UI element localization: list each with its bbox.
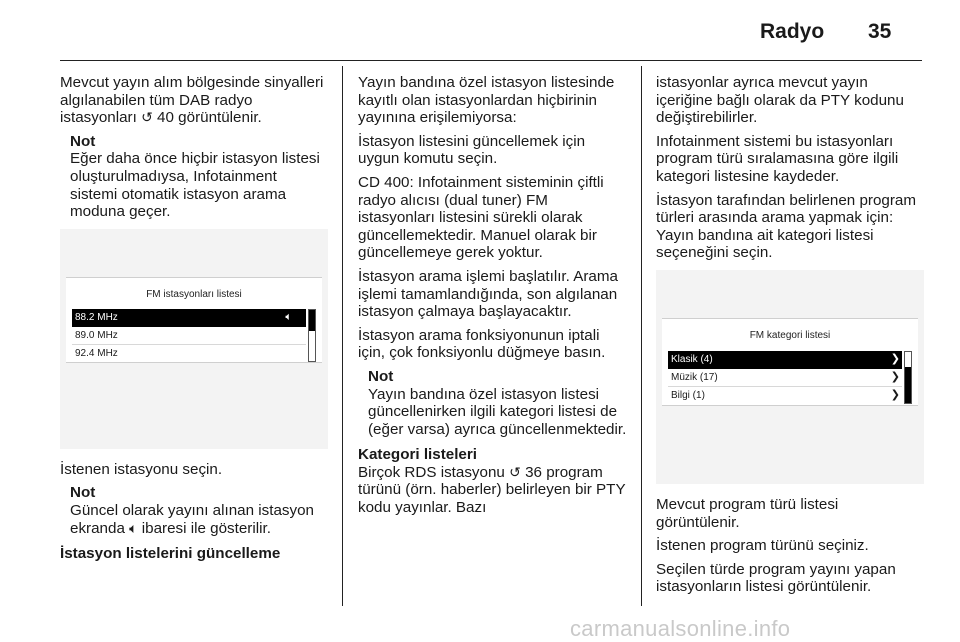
- note-title: Not: [70, 484, 96, 502]
- paragraph: istasyonlar ayrıca mevcut yayın içeriğine bağlı olarak da PTY kodunu değiştirebilirler.: [656, 74, 904, 127]
- paragraph: CD 400: Infotainment sisteminin çiftli radyo alıcısı (dual tuner) FM istasyonları listesini sürekli olarak güncellemektedir. Manuel olarak bir güncellemeye gerek yoktur.: [358, 173, 604, 262]
- scrollbar[interactable]: [308, 309, 316, 362]
- page-header-title: Radyo: [760, 20, 825, 43]
- paragraph: İstenen istasyonu seçin.: [60, 460, 223, 478]
- chevron-right-icon: ❯: [890, 370, 900, 383]
- note-title: Not: [368, 367, 394, 385]
- paragraph: Infotainment sistemi bu istasyonları program türü sıralamasına göre ilgili kategori listesine kaydeder.: [656, 132, 899, 185]
- section-heading: İstasyon listelerini güncelleme: [60, 545, 281, 563]
- watermark: carmanualsonline.info: [570, 616, 791, 641]
- list-item[interactable]: 92.4 MHz: [75, 348, 118, 360]
- column-divider-1: [342, 66, 343, 606]
- scrollbar[interactable]: [904, 351, 912, 404]
- note-text: Eğer daha önce hiçbir istasyon listesi oluşturulmadıysa, Infotainment sistemi otomatik istasyon arama moduna geçer.: [70, 150, 320, 221]
- paragraph: İstasyon arama işlemi başlatılır. Arama işlemi tamamlandığında, son algılanan istasyon çalmaya başlayacaktır.: [358, 267, 618, 321]
- screen-title: FM istasyonları listesi: [146, 288, 242, 300]
- category-list: [668, 351, 912, 404]
- chevron-right-icon: ❯: [890, 388, 900, 401]
- chevron-right-icon: ❯: [890, 352, 900, 365]
- fm-category-list-figure: [656, 270, 924, 484]
- column-2: [358, 74, 628, 523]
- scrollbar-thumb[interactable]: [309, 310, 315, 330]
- reference-arrow-icon: ↺: [509, 463, 521, 480]
- paragraph: İstenen program türünü seçiniz.: [656, 537, 869, 555]
- speaker-icon: 🔈︎: [129, 519, 138, 536]
- list-item[interactable]: Müzik (17) ❯: [668, 369, 902, 387]
- paragraph: Seçilen türde program yayını yapan istasyonların listesi görüntülenir.: [656, 560, 896, 596]
- paragraph: Mevcut program türü listesi görüntülenir.: [656, 495, 839, 531]
- column-divider-2: [641, 66, 642, 606]
- page-reference: 40: [157, 109, 174, 127]
- note: [368, 368, 628, 438]
- paragraph: İstasyon arama fonksiyonunun iptali için, çok fonksiyonlu düğmeye basın.: [358, 326, 606, 362]
- note: [70, 133, 328, 221]
- note-text: Yayın bandına özel istasyon listesi güncellenirken ilgili kategori listesi de (eğer varsa) ayrıca güncellenmektedir.: [368, 385, 627, 438]
- section-heading: Kategori listeleri: [358, 446, 478, 464]
- radio-screen: [662, 318, 918, 406]
- paragraph: İstasyon listesini güncellemek için uygun komutu seçin.: [358, 132, 586, 168]
- column-1: [60, 74, 328, 569]
- reference-arrow-icon: ↺: [141, 109, 153, 126]
- list-item-selected[interactable]: 88.2 MHz 🔈︎: [72, 309, 306, 327]
- column-3: [656, 74, 924, 602]
- header-rule: [60, 60, 922, 61]
- paragraph: İstasyon tarafından belirlenen program türleri arasında arama yapmak için: Yayın bandına ait kategori listesi seçeneğini seçin.: [656, 191, 917, 262]
- list-item[interactable]: 89.0 MHz: [72, 327, 306, 345]
- scrollbar-thumb[interactable]: [905, 367, 911, 403]
- paragraph: Birçok RDS istasyonu ↺ 36 program türünü (örn. haberler) belirleyen bir PTY kodu yayınlar. Bazı: [358, 463, 626, 517]
- note-title: Not: [70, 132, 96, 150]
- screen-title: FM kategori listesi: [749, 329, 831, 341]
- station-list: [72, 309, 316, 362]
- paragraph: Mevcut yayın alım bölgesinde sinyalleri algılanabilen tüm DAB radyo istasyonları ↺ 40 görüntülenir.: [60, 74, 324, 127]
- list-item-selected[interactable]: Klasik (4) ❯: [668, 351, 902, 369]
- note: [70, 484, 328, 537]
- fm-station-list-figure: [60, 229, 328, 449]
- page-reference: 36: [525, 463, 542, 481]
- list-item[interactable]: Bilgi (1) ❯: [668, 387, 902, 404]
- speaker-icon: 🔈︎: [285, 311, 292, 324]
- page-number: 35: [868, 20, 892, 43]
- radio-screen: [66, 277, 322, 363]
- paragraph: Yayın bandına özel istasyon listesinde kayıtlı olan istasyonlardan hiçbirinin yayınına erişilemiyorsa:: [358, 74, 615, 127]
- note-text: Güncel olarak yayını alınan istasyon ekranda 🔈︎ ibaresi ile gösterilir.: [70, 501, 314, 537]
